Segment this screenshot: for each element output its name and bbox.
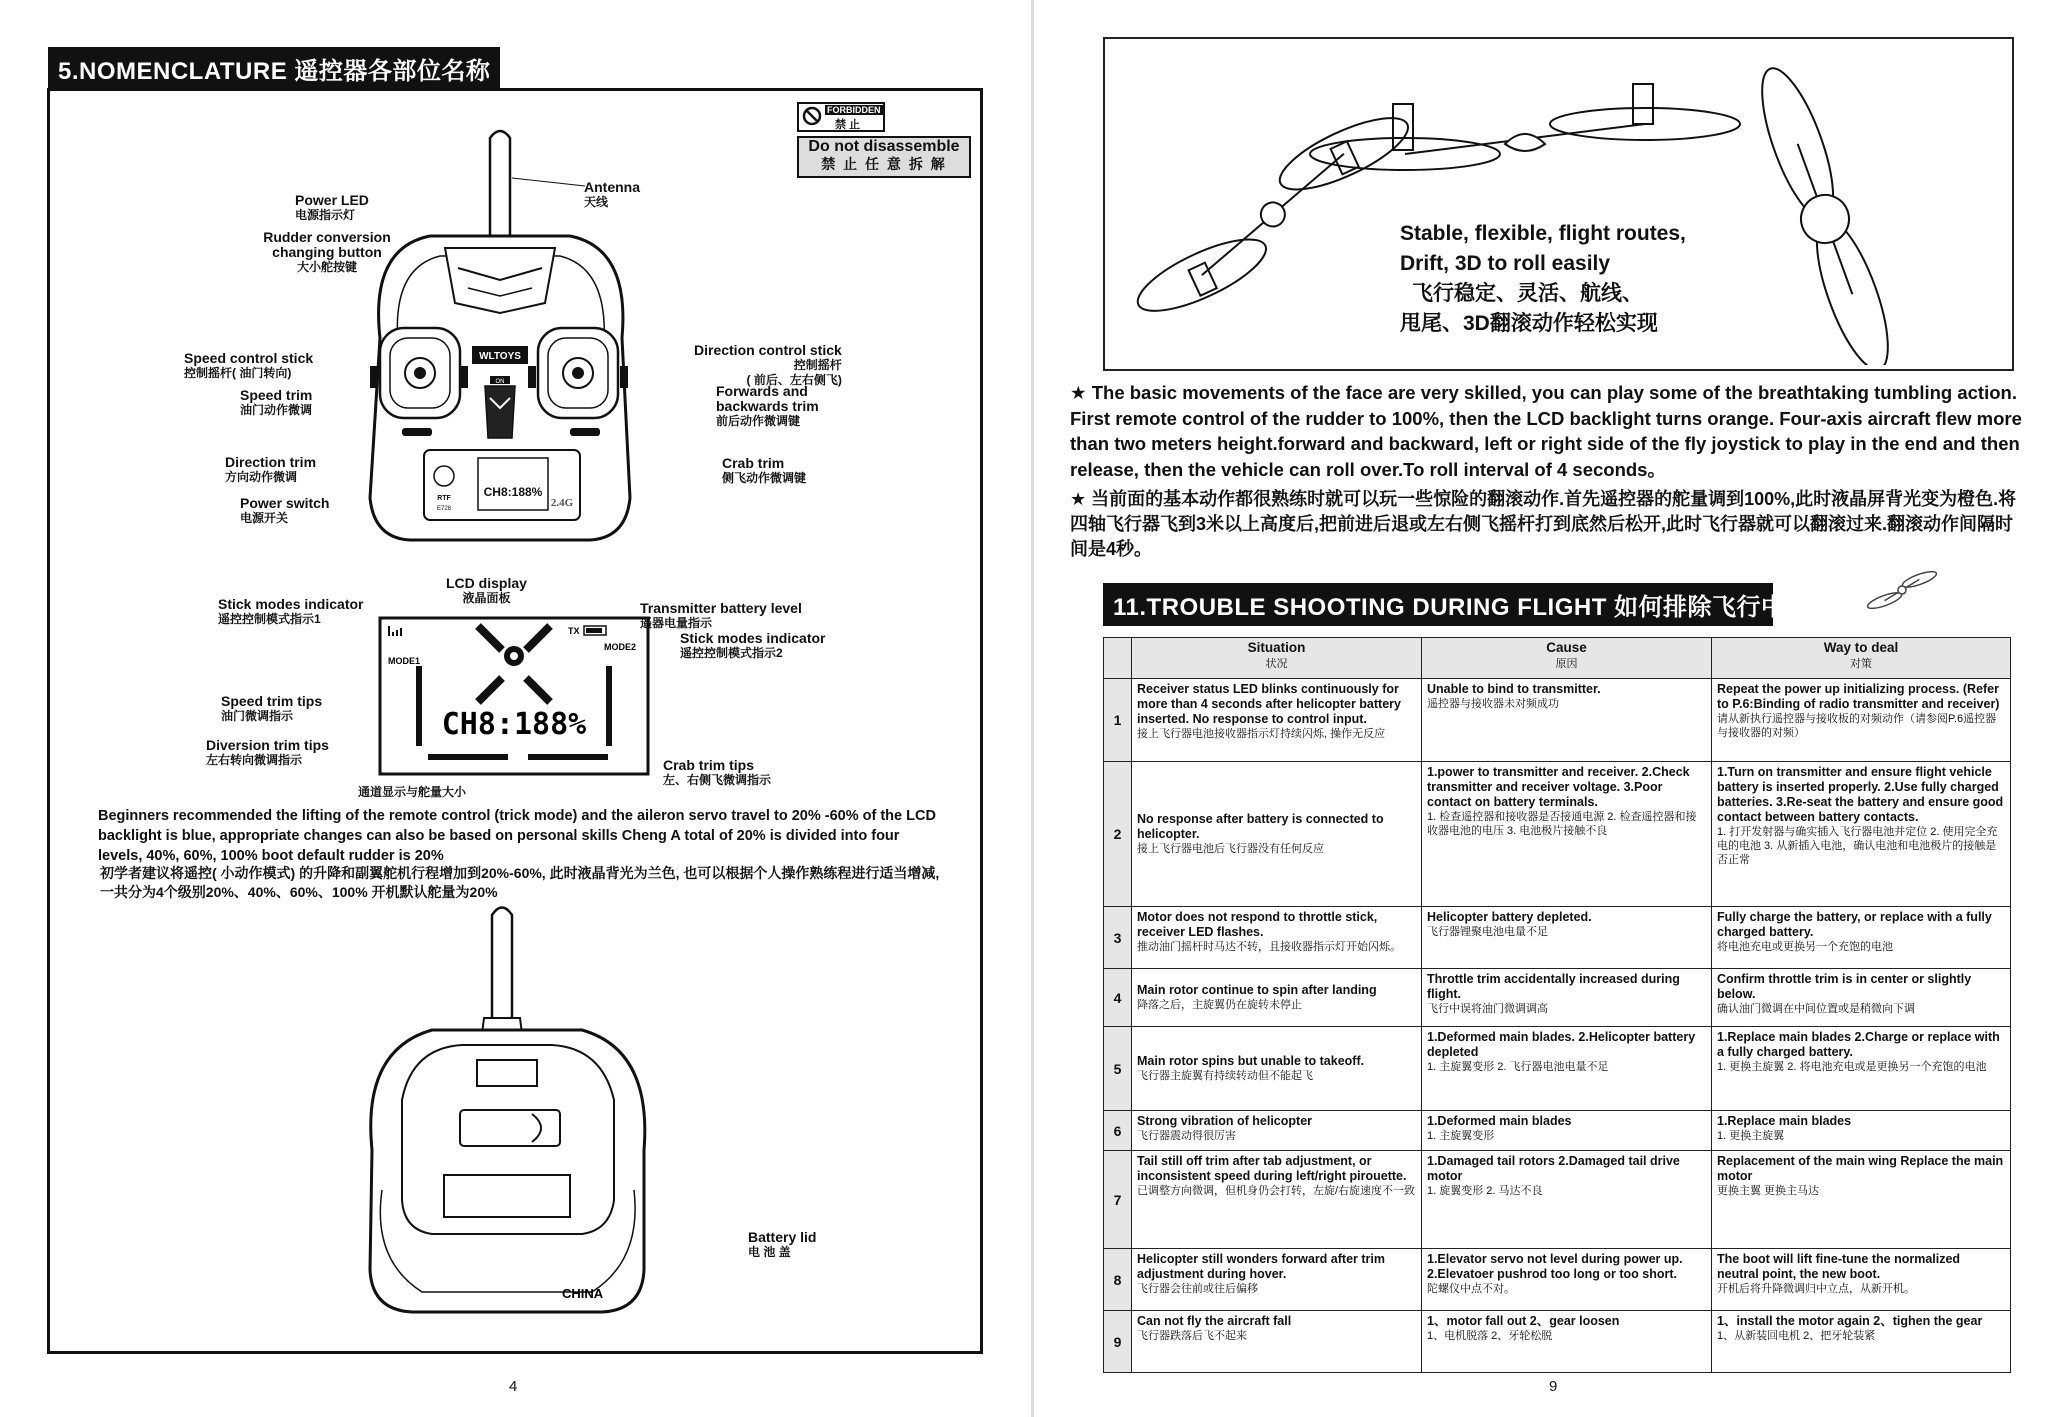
row-number: 6 [1104, 1111, 1132, 1151]
row-number: 3 [1104, 907, 1132, 969]
do-not-disassemble-warning [797, 136, 971, 178]
lcd-panel-illustration [378, 616, 650, 776]
crab-trim-label: Crab trim 侧飞动作微调键 [722, 455, 807, 485]
mode1-text: MODE1 [388, 656, 421, 666]
deal-cell: 1.Replace main blades 1. 更换主旋翼 [1712, 1111, 2011, 1151]
situation-cell: No response after battery is connected to helicopter. 接上飞行器电池后飞行器没有任何反应 [1132, 762, 1422, 907]
cause-cell: Unable to bind to transmitter. 遥控器与接收器未对频成功 [1422, 679, 1712, 762]
forbidden-label: FORBIDDEN [827, 105, 881, 115]
speed-trim-tips-label: Speed trim tips 油门微调指示 [221, 693, 323, 723]
stick-modes-indicator-1-label: Stick modes indicator 遥控控制模式指示1 [218, 596, 364, 626]
table-row [1104, 1249, 2011, 1311]
table-row [1104, 907, 2011, 969]
row-number: 2 [1104, 762, 1132, 907]
deal-cell: Confirm throttle trim is in center or slightly below. 确认油门微调在中间位置或是稍微向下调 [1712, 969, 2011, 1027]
forbidden-label-cn: 禁 止 [835, 119, 861, 131]
cause-cell: 1.Damaged tail rotors 2.Damaged tail drive motor 1. 旋翼变形 2. 马达不良 [1422, 1151, 1712, 1249]
cause-cell: 1.Deformed main blades. 2.Helicopter battery depleted 1. 主旋翼变形 2. 飞行器电池电量不足 [1422, 1027, 1712, 1111]
col-header-num [1104, 638, 1132, 679]
row-number: 5 [1104, 1027, 1132, 1111]
table-row [1104, 1027, 2011, 1111]
deal-cell: Repeat the power up initializing process. (Refer to P.6:Binding of radio transmitter and receiver) 请从新执行遥控器与接收板的对频动作（请参阅P.6遥控器与接收器的对频） [1712, 679, 2011, 762]
troubleshooting-table [1103, 637, 2011, 1373]
on-button-label: ON [495, 379, 505, 385]
tumbling-description-cn: ★ 当前面的基本动作都很熟练时就可以玩一些惊险的翻滚动作.首先遥控器的舵量调到100%,此时液晶屏背光变为橙色.将四轴飞行器飞到3米以上高度后,把前进后退或左右侧飞摇杆打到底然后松开,此时飞行器就可以翻滚过来.翻滚动作间隔时间是4秒。 [1070, 489, 2017, 559]
cause-cell: 1.power to transmitter and receiver. 2.Check transmitter and receiver voltage. 3.Poor contact on battery terminals. 1. 检查遥控器和接收器是否接通电源 2. 检查遥控器和接收器电池的电压 3. 电池极片接触不良 [1422, 762, 1712, 907]
stick-modes-indicator-2-label: Stick modes indicator 遥控控制模式指示2 [680, 630, 826, 660]
situation-cell: Main rotor continue to spin after landing 降落之后，主旋翼仍在旋转未停止 [1132, 969, 1422, 1027]
tx-text: TX [568, 626, 580, 636]
situation-cell: Strong vibration of helicopter 飞行器震动得很厉害 [1132, 1111, 1422, 1151]
cause-cell: 1.Elevator servo not level during power up. 2.Elevatoer pushrod too long or too short. 陀螺仪中点不对。 [1422, 1249, 1712, 1311]
tumbling-description-en: ★ The basic movements of the face are very skilled, you can play some of the breathtaking tumbling action. First remote control of the rudder to 100%, then the LCD backlight turns orange. Four-axis aircraft flew more than two meters height.forward and backward, left or right side of the fly joystick to play in the end and then release, then the vehicle can roll over.To roll interval of 4 seconds。 [1070, 382, 2022, 480]
china-label: CHINA [562, 1286, 604, 1301]
page-number-right: 9 [1549, 1378, 1558, 1395]
row-number: 8 [1104, 1249, 1132, 1311]
deal-cell: Fully charge the battery, or replace with a fully charged battery. 将电池充电或更换另一个充饱的电池 [1712, 907, 2011, 969]
situation-cell: Motor does not respond to throttle stick, receiver LED flashes. 推动油门摇杆时马达不转，且接收器指示灯开始闪烁。 [1132, 907, 1422, 969]
beginner-note-en: Beginners recommended the lifting of the remote control (trick mode) and the aileron servo travel to 20% -60% of the LCD backlight is blue, appropriate changes can also be based on personal skills Cheng A total of 20% is divided into four levels, 40%, 60%, 100% boot default rudder is 20% [98, 808, 936, 864]
forwards-backwards-trim-label: Forwards and backwards trim 前后动作微调键 [716, 383, 819, 428]
transmitter-back-illustration [352, 900, 662, 1320]
table-row [1104, 969, 2011, 1027]
situation-cell: Can not fly the aircraft fall 飞行器跌落后飞不起来 [1132, 1311, 1422, 1373]
rtf-label: RTF [437, 495, 451, 502]
table-header-row [1104, 638, 2011, 679]
rudder-conversion-label: Rudder conversion changing button 大小舵按键 [263, 229, 391, 274]
cause-cell: 1、motor fall out 2、gear loosen 1、电机脱落 2、牙轮松脱 [1422, 1311, 1712, 1373]
situation-cell: Receiver status LED blinks continuously for more than 4 seconds after helicopter battery inserted. No response to control input. 接上飞行器电池接收器指示灯持续闪烁, 操作无反应 [1132, 679, 1422, 762]
brand-label: WLTOYS [479, 351, 521, 362]
row-number: 1 [1104, 679, 1132, 762]
feature-illustration-box [1103, 37, 2014, 371]
row-number: 9 [1104, 1311, 1132, 1373]
direction-trim-label: Direction trim 方向动作微调 [225, 454, 317, 484]
power-switch-label: Power switch 电源开关 [240, 495, 330, 525]
situation-cell: Helicopter still wonders forward after trim adjustment during hover. 飞行器会往前或往后偏移 [1132, 1249, 1422, 1311]
col-header-way-to-deal: Way to deal 对策 [1712, 638, 2011, 679]
speed-control-stick-label: Speed control stick 控制摇杆( 油门转向) [184, 350, 314, 380]
lcd-display-label: LCD display 液晶面板 [446, 575, 527, 605]
warning-text-cn: 禁 止 任 意 拆 解 [821, 156, 947, 172]
feature-headline-cn-1: 飞行稳定、灵活、航线、 [1412, 282, 1643, 305]
deal-cell: Replacement of the main wing Replace the main motor 更换主翼 更换主马达 [1712, 1151, 2011, 1249]
troubleshooting-section-title: 11.TROUBLE SHOOTING DURING FLIGHT 如何排除飞行中的状况 [1103, 583, 1773, 626]
feature-headline-cn-2: 甩尾、3D翻滚动作轻松实现 [1400, 312, 1658, 335]
transmitter-battery-level-label: Transmitter battery level 遥器电量指示 [640, 600, 802, 630]
cause-cell: 1.Deformed main blades 1. 主旋翼变形 [1422, 1111, 1712, 1151]
feature-headline-en-2: Drift, 3D to roll easily [1400, 252, 1611, 275]
mini-lcd-readout: CH8:188% [483, 485, 543, 499]
table-row [1104, 1151, 2011, 1249]
small-quadcopter-icon [1862, 565, 1942, 615]
row-number: 4 [1104, 969, 1132, 1027]
feature-headline-en-1: Stable, flexible, flight routes, [1400, 222, 1686, 245]
diversion-trim-tips-label: Diversion trim tips 左右转向微调指示 [206, 737, 329, 767]
deal-cell: 1.Turn on transmitter and ensure flight vehicle battery is inserted properly. 2.Use fully charged batteries. 3.Re-seat the battery and ensure good contact between battery contacts. 1. 打开发射器与确实插入飞行器电池并定位 2. 使用完全充电的电池 3. 从新插入电池，确认电池和电池极片的接触是否正常 [1712, 762, 2011, 907]
table-row [1104, 762, 2011, 907]
deal-cell: 1、install the motor again 2、tighen the gear 1、从新装回电机 2、把牙轮装紧 [1712, 1311, 2011, 1373]
cause-cell: Throttle trim accidentally increased during flight. 飞行中误将油门微调调高 [1422, 969, 1712, 1027]
table-row [1104, 1111, 2011, 1151]
nomenclature-section-title: 5.NOMENCLATURE 遥控器各部位名称 [48, 47, 500, 90]
situation-cell: Tail still off trim after tab adjustment, or inconsistent speed during left/right pirouette. 已调整方向微调，但机身仍会打转，左旋/右旋速度不一致 [1132, 1151, 1422, 1249]
forbidden-sign [797, 102, 885, 132]
crab-trim-tips-label: Crab trim tips 左、右侧飞微调指示 [663, 757, 772, 787]
row-number: 7 [1104, 1151, 1132, 1249]
beginner-note-cn: 初学者建议将遥控( 小动作模式) 的升降和副翼舵机行程增加到20%-60%, 此时液晶背光为兰色, 也可以根据个人操作熟练程进行适当增减, 一共分为4个级别20%、40%、60%、100% 开机默认舵量为20% [100, 865, 940, 900]
channel-display-label: 通道显示与舵量大小 [358, 785, 467, 799]
speed-trim-label: Speed trim 油门动作微调 [240, 387, 313, 417]
no-entry-icon [802, 106, 822, 126]
table-row [1104, 679, 2011, 762]
model-label: E728 [436, 506, 452, 512]
situation-cell: Main rotor spins but unable to takeoff. 飞行器主旋翼有持续转动但不能起飞 [1132, 1027, 1422, 1111]
battery-lid-label: Battery lid 电 池 盖 [748, 1229, 817, 1259]
deal-cell: 1.Replace main blades 2.Charge or replace with a fully charged battery. 1. 更换主旋翼 2. 将电池充电或是更换另一个充饱的电池 [1712, 1027, 2011, 1111]
lcd-readout: CH8:188% [441, 707, 587, 742]
deal-cell: The boot will lift fine-tune the normalized neutral point, the new boot. 开机后将升降微调归中立点，从新开机。 [1712, 1249, 2011, 1311]
warning-text-en: Do not disassemble [808, 138, 960, 155]
table-row [1104, 1311, 2011, 1373]
cause-cell: Helicopter battery depleted. 飞行器锂聚电池电量不足 [1422, 907, 1712, 969]
col-header-situation: Situation 状况 [1132, 638, 1422, 679]
antenna-label: Antenna 天线 [584, 179, 640, 209]
book-spine [1031, 0, 1034, 1417]
col-header-cause: Cause 原因 [1422, 638, 1712, 679]
page-number-left: 4 [509, 1378, 518, 1395]
direction-control-stick-label: Direction control stick 控制摇杆 ( 前后、左右侧飞) [694, 342, 842, 387]
band-label: 2.4G [550, 497, 574, 509]
power-led-label: Power LED 电源指示灯 [295, 192, 369, 222]
mode2-text: MODE2 [604, 642, 637, 652]
